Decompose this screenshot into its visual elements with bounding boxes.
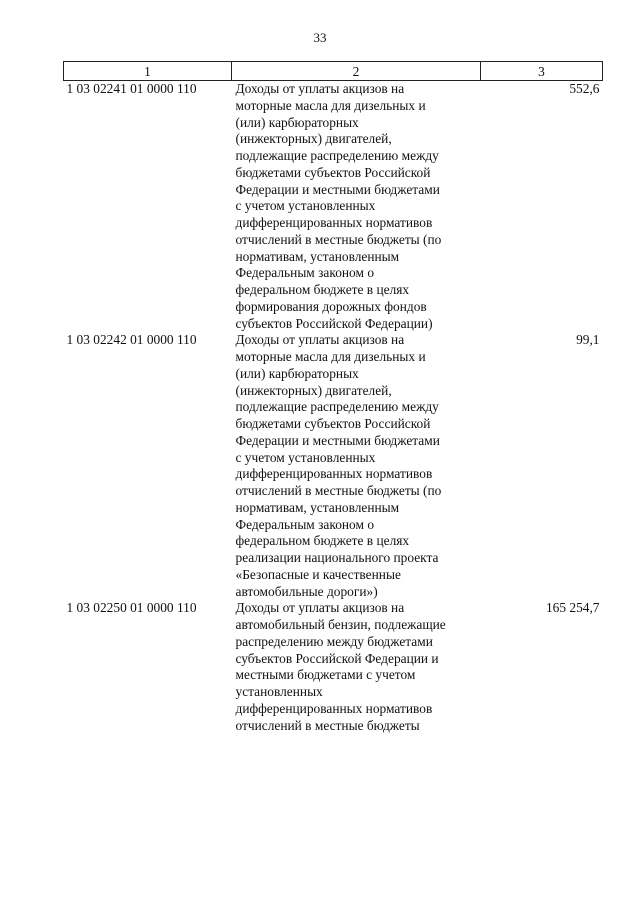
description-line: (или) карбюраторных xyxy=(235,365,359,381)
description-line: федеральном бюджете в целях xyxy=(235,533,410,549)
description-line: нормативам, установленным xyxy=(235,248,400,264)
description-line: Доходы от уплаты акцизов на xyxy=(235,600,405,616)
description-line: Доходы от уплаты акцизов на xyxy=(235,332,405,348)
description-line: отчислений в местные бюджеты (по xyxy=(235,231,442,247)
table-body xyxy=(64,81,603,735)
classification-code: 1 03 02242 01 0000 110 xyxy=(66,332,197,348)
revenue-description xyxy=(232,81,481,333)
description-line: (или) карбюраторных xyxy=(235,114,359,130)
description-line: дифференцированных нормативов xyxy=(235,466,433,482)
description-line: дифференцированных нормативов xyxy=(235,215,433,230)
description-line: бюджетами субъектов Российской xyxy=(235,416,431,431)
description-line: отчислений в местные бюджеты (по xyxy=(235,483,442,498)
description-line: Федерации и местными бюджетами xyxy=(235,181,440,197)
description-line: местными бюджетами с учетом xyxy=(235,667,416,683)
amount-value: 552,6 xyxy=(569,81,600,96)
description-line: автомобильный бензин, подлежащие xyxy=(235,617,446,632)
description-line: с учетом установленных xyxy=(235,198,376,214)
column-header-3: 3 xyxy=(481,62,603,81)
description-line: Федеральным законом о xyxy=(235,265,375,281)
description-line: «Безопасные и качественные xyxy=(235,566,401,582)
description-line: с учетом установленных xyxy=(235,449,376,465)
description-line: Доходы от уплаты акцизов на xyxy=(235,81,405,96)
description-line: подлежащие распределению между xyxy=(235,399,439,415)
revenue-table xyxy=(63,61,603,734)
description-line: Федерации и местными бюджетами xyxy=(235,432,440,448)
description-line: нормативам, установленным xyxy=(235,499,400,515)
classification-code: 1 03 02241 01 0000 110 xyxy=(66,81,197,96)
column-header-2: 2 xyxy=(232,62,481,81)
page-number: 33 xyxy=(313,30,327,45)
description-line: дифференцированных нормативов xyxy=(235,700,433,716)
header-row xyxy=(64,62,603,81)
description-line: отчислений в местные бюджеты xyxy=(235,717,420,733)
description-line: федеральном бюджете в целях xyxy=(235,282,410,297)
description-line: реализации национального проекта xyxy=(235,550,439,565)
description-line: бюджетами субъектов Российской xyxy=(235,164,431,180)
table-row xyxy=(64,600,603,734)
description-line: субъектов Российской Федерации) xyxy=(235,315,433,331)
table-row xyxy=(64,81,603,333)
description-line: установленных xyxy=(235,684,323,699)
description-line: подлежащие распределению между xyxy=(235,148,439,163)
description-line: моторные масла для дизельных и xyxy=(235,97,426,113)
column-header-1: 1 xyxy=(64,62,232,81)
description-line: (инжекторных) двигателей, xyxy=(235,382,392,398)
amount-value: 165 254,7 xyxy=(545,600,600,616)
amount-value: 99,1 xyxy=(576,332,600,348)
revenue-description xyxy=(232,600,481,734)
table-row xyxy=(64,332,603,600)
description-line: Федеральным законом о xyxy=(235,516,375,532)
description-line: (инжекторных) двигателей, xyxy=(235,131,392,147)
revenue-description xyxy=(232,332,481,600)
description-line: моторные масла для дизельных и xyxy=(235,349,426,364)
description-line: автомобильные дороги») xyxy=(235,583,378,599)
description-line: субъектов Российской Федерации и xyxy=(235,650,439,666)
classification-code: 1 03 02250 01 0000 110 xyxy=(66,600,197,616)
description-line: распределению между бюджетами xyxy=(235,633,433,649)
description-line: формирования дорожных фондов xyxy=(235,298,427,314)
